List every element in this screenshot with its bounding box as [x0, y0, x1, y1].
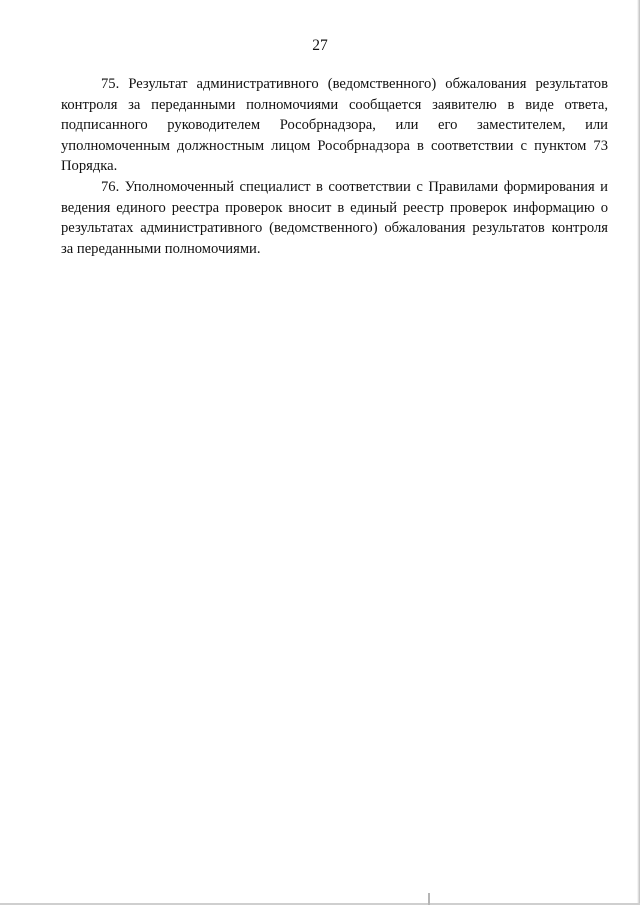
scan-edge-mark — [428, 893, 430, 905]
paragraph-76: 76. Уполномоченный специалист в соответствии с Правилами формирования и ведения единого реестра проверок вносит в единый реестр проверок информацию о результатах административного (ведомственного) обжалования результатов контроля за переданными полномочиями. — [61, 178, 608, 257]
paragraph-75: 75. Результат административного (ведомственного) обжалования результатов контроля за переданными полномочиями сообщается заявителю в виде ответа, подписанного руководителем Рособрнадзора, или его заместителем, или уполномоченным должностным лицом Рособрнадзора в соответствии с пунктом 73 Порядка. — [61, 76, 608, 175]
page-number: 27 — [312, 37, 328, 54]
document-body — [61, 74, 608, 259]
